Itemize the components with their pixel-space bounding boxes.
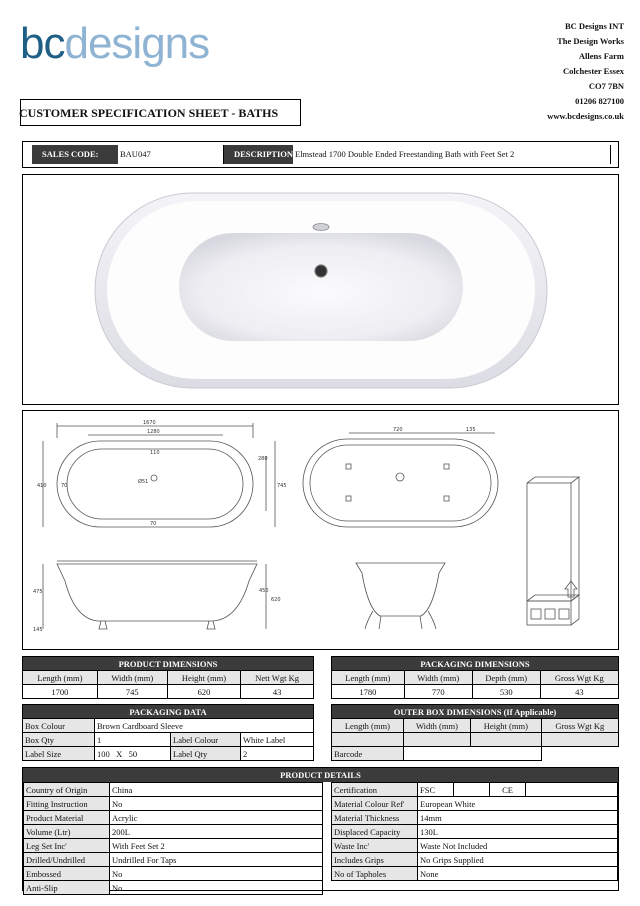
label-size-value: 100 X 50 <box>95 747 171 761</box>
detail-value: 130L <box>418 825 618 839</box>
sheet-title: CUSTOMER SPECIFICATION SHEET - BATHS <box>19 106 279 120</box>
overflow-icon <box>313 224 329 231</box>
product-image-panel <box>22 174 619 405</box>
detail-label: Displaced Capacity <box>332 825 418 839</box>
length-value: 1780 <box>332 685 405 699</box>
detail-label: Leg Set Inc' <box>24 839 110 853</box>
detail-label: Drilled/Undrilled <box>24 853 110 867</box>
detail-value: No <box>110 867 323 881</box>
svg-text:70: 70 <box>61 483 68 489</box>
outer-length-value <box>332 733 404 747</box>
product-details-right <box>331 782 618 881</box>
cert-fsc-label: FSC <box>418 783 454 797</box>
svg-text:70: 70 <box>150 521 157 527</box>
detail-value: With Feet Set 2 <box>110 839 323 853</box>
detail-label: Material Thickness <box>332 811 418 825</box>
certification-label: Certification <box>332 783 418 797</box>
svg-text:1280: 1280 <box>147 429 160 435</box>
svg-text:620: 620 <box>271 597 281 603</box>
svg-text:135: 135 <box>466 427 476 433</box>
detail-value: Acrylic <box>110 811 323 825</box>
packaging-data-header: PACKAGING DATA <box>23 705 314 719</box>
outer-weight-value <box>541 733 618 747</box>
svg-text:145: 145 <box>33 627 43 633</box>
label-colour-label: Label Colour <box>171 733 241 747</box>
barcode-value <box>403 747 541 761</box>
detail-value: No <box>110 881 323 895</box>
detail-value: None <box>418 867 618 881</box>
outer-width-value <box>403 733 470 747</box>
detail-label: Waste Inc' <box>332 839 418 853</box>
address-line: www.bcdesigns.co.uk <box>547 111 624 121</box>
box-qty-value: 1 <box>95 733 171 747</box>
sales-code-label: SALES CODE: <box>32 145 118 164</box>
address-line: Allens Farm <box>578 51 624 61</box>
box-colour-value: Brown Cardboard Sleeve <box>95 719 314 733</box>
address-line: 01206 827100 <box>575 96 624 106</box>
column-header: Gross Wgt Kg <box>540 671 618 685</box>
outer-height-value <box>471 733 541 747</box>
detail-label: Includes Grips <box>332 853 418 867</box>
address-line: The Design Works <box>557 36 624 46</box>
detail-value: Waste Not Included <box>418 839 618 853</box>
label-qty-label: Label Qty <box>171 747 241 761</box>
packaging-dimensions-table <box>331 656 619 699</box>
width-value: 745 <box>97 685 167 699</box>
column-header: Length (mm) <box>332 719 404 733</box>
svg-text:Ø51: Ø51 <box>138 479 149 485</box>
technical-drawing <box>23 411 618 649</box>
column-header: Width (mm) <box>404 671 472 685</box>
svg-text:280: 280 <box>258 456 268 462</box>
detail-label: Product Material <box>24 811 110 825</box>
packaging-dimensions-header: PACKAGING DIMENSIONS <box>332 657 619 671</box>
cert-ce-label: CE <box>490 783 526 797</box>
detail-label: Anti-Slip <box>24 881 110 895</box>
svg-text:410: 410 <box>37 483 47 489</box>
svg-text:720: 720 <box>393 427 403 433</box>
column-header: Gross Wgt Kg <box>541 719 618 733</box>
label-qty-value: 2 <box>241 747 314 761</box>
product-dimensions-table <box>22 656 314 699</box>
column-header: Height (mm) <box>471 719 541 733</box>
column-header: Width (mm) <box>403 719 470 733</box>
product-details-left <box>23 782 323 895</box>
weight-value: 43 <box>540 685 618 699</box>
depth-value: 530 <box>472 685 540 699</box>
detail-label: No of Tapholes <box>332 867 418 881</box>
column-header: Nett Wgt Kg <box>241 671 314 685</box>
product-dimensions-header: PRODUCT DIMENSIONS <box>23 657 314 671</box>
description-label: DESCRIPTION <box>224 145 293 164</box>
packaging-data-table <box>22 704 314 761</box>
barcode-label: Barcode <box>332 747 404 761</box>
detail-label: Volume (Ltr) <box>24 825 110 839</box>
svg-text:110: 110 <box>150 450 160 456</box>
column-header: Length (mm) <box>23 671 98 685</box>
weight-value: 43 <box>241 685 314 699</box>
address-line: Colchester Essex <box>563 66 624 76</box>
width-value: 770 <box>404 685 472 699</box>
box-colour-label: Box Colour <box>23 719 95 733</box>
company-address <box>547 19 624 124</box>
column-header: Length (mm) <box>332 671 405 685</box>
column-header: Width (mm) <box>97 671 167 685</box>
description-value: Elmstead 1700 Double Ended Freestanding Bath with Feet Set 2 <box>293 145 611 164</box>
detail-value: No Grips Supplied <box>418 853 618 867</box>
box-qty-label: Box Qty <box>23 733 95 747</box>
detail-value: 200L <box>110 825 323 839</box>
column-header: Depth (mm) <box>472 671 540 685</box>
sales-strip <box>22 141 619 168</box>
label-colour-value: White Label <box>241 733 314 747</box>
detail-value: European White <box>418 797 618 811</box>
cert-ce-value <box>526 783 618 797</box>
detail-label: Fitting Instruction <box>24 797 110 811</box>
column-header: Height (mm) <box>167 671 240 685</box>
cert-fsc-value <box>454 783 490 797</box>
detail-label: Country of Origin <box>24 783 110 797</box>
bath-photo <box>23 175 618 404</box>
outer-box-header: OUTER BOX DIMENSIONS (If Applicable) <box>332 705 619 719</box>
detail-value: Undrilled For Taps <box>110 853 323 867</box>
height-value: 620 <box>167 685 240 699</box>
svg-text:1670: 1670 <box>143 420 156 426</box>
technical-drawing-panel <box>22 410 619 650</box>
label-size-label: Label Size <box>23 747 95 761</box>
company-logo: bcdesigns <box>20 19 210 68</box>
sheet-title-box <box>20 99 301 126</box>
address-line: CO7 7BN <box>588 81 624 91</box>
product-details-panel <box>22 767 619 891</box>
length-value: 1700 <box>23 685 98 699</box>
svg-text:745: 745 <box>277 483 287 489</box>
product-details-header: PRODUCT DETAILS <box>23 768 618 782</box>
detail-label: Material Colour Ref' <box>332 797 418 811</box>
svg-text:450: 450 <box>259 588 269 594</box>
detail-value: No <box>110 797 323 811</box>
waste-icon <box>315 265 327 277</box>
detail-value: 14mm <box>418 811 618 825</box>
sales-code-value: BAU047 <box>118 145 224 164</box>
address-line: BC Designs INT <box>564 21 624 31</box>
outer-box-table <box>331 704 619 761</box>
detail-label: Embossed <box>24 867 110 881</box>
detail-value: China <box>110 783 323 797</box>
svg-text:475: 475 <box>33 589 43 595</box>
